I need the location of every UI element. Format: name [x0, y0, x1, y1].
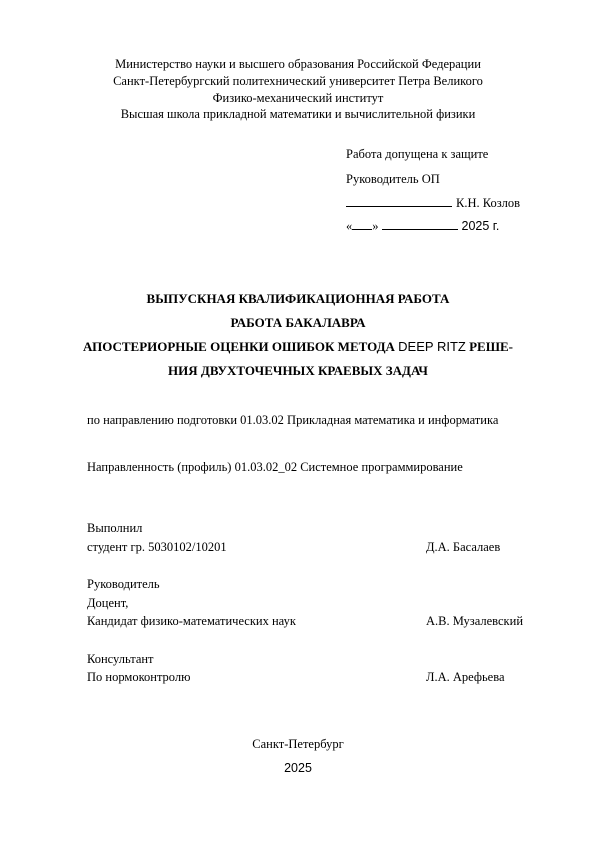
- performer-name: Д.А. Басалаев: [426, 540, 501, 554]
- performer-label: Выполнил: [87, 521, 143, 535]
- day-blank: [352, 218, 372, 230]
- university-line: Санкт-Петербургский политехнический университет Петра Великого: [113, 74, 483, 88]
- footer-year: 2025: [284, 761, 312, 775]
- approval-signer: К.Н. Козлов: [456, 196, 521, 210]
- institute-line: Физико-механический институт: [212, 91, 384, 105]
- approval-signature-line: [346, 195, 520, 211]
- profile-text: Направленность (профиль) 01.03.02_02 Системное программирование: [87, 460, 463, 474]
- consultant-label: Консультант: [87, 652, 154, 666]
- supervisor-degree: Кандидат физико-математических наук: [87, 614, 296, 628]
- supervisor-position: Доцент,: [87, 596, 129, 610]
- month-blank: [382, 218, 458, 230]
- direction-text: по направлению подготовки 01.03.02 Прикладная математика и информатика: [87, 413, 499, 427]
- signature-blank: [346, 195, 452, 207]
- consultant-name: Л.А. Арефьева: [426, 670, 505, 684]
- supervisor-name: А.В. Музалевский: [426, 614, 524, 628]
- footer-city: Санкт-Петербург: [252, 737, 344, 751]
- approval-year: 2025 г.: [461, 219, 500, 233]
- consultant-role: По нормоконтролю: [87, 670, 191, 684]
- approval-head: Руководитель ОП: [346, 172, 440, 186]
- school-line: Высшая школа прикладной математики и вычислительной физики: [120, 107, 476, 121]
- supervisor-label: Руководитель: [87, 577, 160, 591]
- title-line-4: НИЯ ДВУХТОЧЕЧНЫХ КРАЕВЫХ ЗАДАЧ: [168, 363, 428, 378]
- title-line-3: АПОСТЕРИОРНЫЕ ОЦЕНКИ ОШИБОК МЕТОДА DEEP RITZ РЕШЕ-: [83, 339, 513, 354]
- performer-role: студент гр. 5030102/10201: [87, 540, 227, 554]
- approval-date-line: « » 2025 г.: [346, 219, 500, 233]
- title-line-1: ВЫПУСКНАЯ КВАЛИФИКАЦИОННАЯ РАБОТА: [146, 291, 450, 306]
- approval-admitted: Работа допущена к защите: [346, 147, 489, 161]
- ministry-line: Министерство науки и высшего образования Российской Федерации: [115, 57, 481, 71]
- title-line-2: РАБОТА БАКАЛАВРА: [230, 315, 366, 330]
